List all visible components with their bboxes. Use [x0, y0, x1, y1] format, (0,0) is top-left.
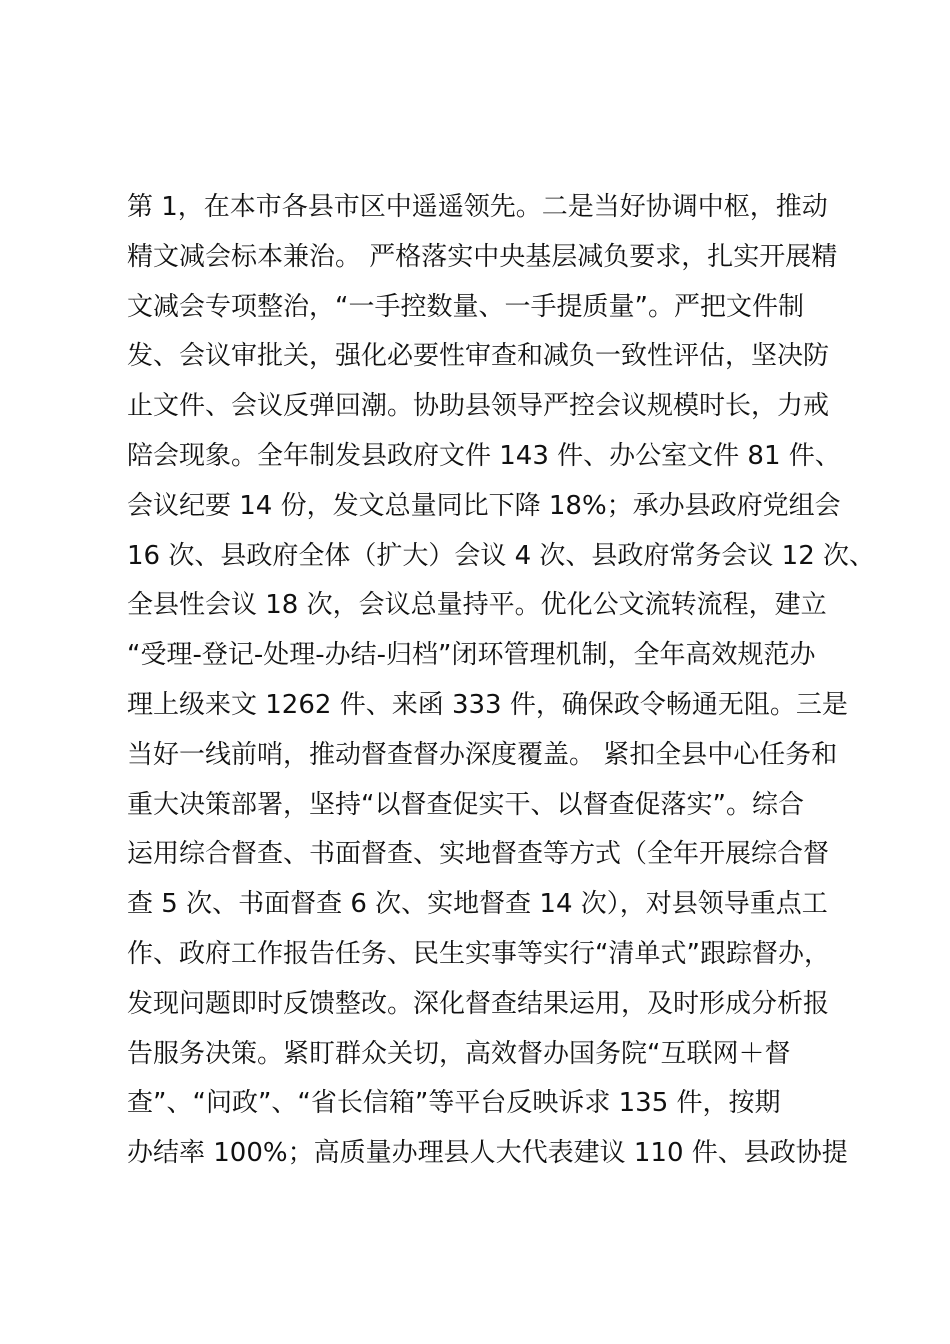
text-line: 查 5 次、书面督查 6 次、实地督查 14 次），对县领导重点工 — [127, 889, 828, 920]
text-line: 精文减会标本兼治。 严格落实中央基层减负要求，扎实开展精 — [127, 241, 838, 272]
text-line: 作、政府工作报告任务、民生实事等实行“清单式”跟踪督办， — [127, 938, 830, 969]
text-line: 办结率 100%；高质量办理县人大代表建议 110 件、县政协提 — [127, 1138, 848, 1169]
text-line: 会议纪要 14 份，发文总量同比下降 18%；承办县政府党组会 — [127, 490, 841, 521]
text-line: 止文件、会议反弹回潮。协助县领导严控会议规模时长，力戒 — [127, 391, 830, 422]
text-line: 理上级来文 1262 件、来函 333 件，确保政令畅通无阻。三是 — [127, 689, 848, 720]
text-line: 当好一线前哨，推动督查督办深度覆盖。 紧扣全县中心任务和 — [127, 739, 838, 770]
text-line: 16 次、县政府全体（扩大）会议 4 次、县政府常务会议 12 次、 — [127, 540, 876, 571]
text-line: 发现问题即时反馈整改。深化督查结果运用，及时形成分析报 — [127, 988, 830, 1019]
text-line: 第 1，在本市各县市区中遥遥领先。二是当好协调中枢，推动 — [127, 192, 828, 222]
text-line: 运用综合督查、书面督查、实地督查等方式（全年开展综合督 — [127, 839, 830, 870]
text-line: “受理-登记-处理-办结-归档”闭环管理机制，全年高效规范办 — [127, 640, 816, 671]
text-line: 全县性会议 18 次，会议总量持平。优化公文流转流程，建立 — [127, 590, 827, 621]
body-text — [127, 183, 876, 1179]
text-line: 查”、“问政”、“省长信箱”等平台反映诉求 135 件，按期 — [127, 1088, 781, 1119]
text-line: 告服务决策。紧盯群众关切，高效督办国务院“互联网＋督 — [127, 1038, 791, 1069]
text-line: 陪会现象。全年制发县政府文件 143 件、办公室文件 81 件、 — [127, 440, 841, 471]
text-line: 发、会议审批关，强化必要性审查和减负一致性评估，坚决防 — [127, 341, 830, 372]
text-line: 文减会专项整治，“一手控数量、一手提质量”。严把文件制 — [127, 291, 804, 322]
text-line: 重大决策部署，坚持“以督查促实干、以督查促落实”。综合 — [127, 789, 804, 820]
